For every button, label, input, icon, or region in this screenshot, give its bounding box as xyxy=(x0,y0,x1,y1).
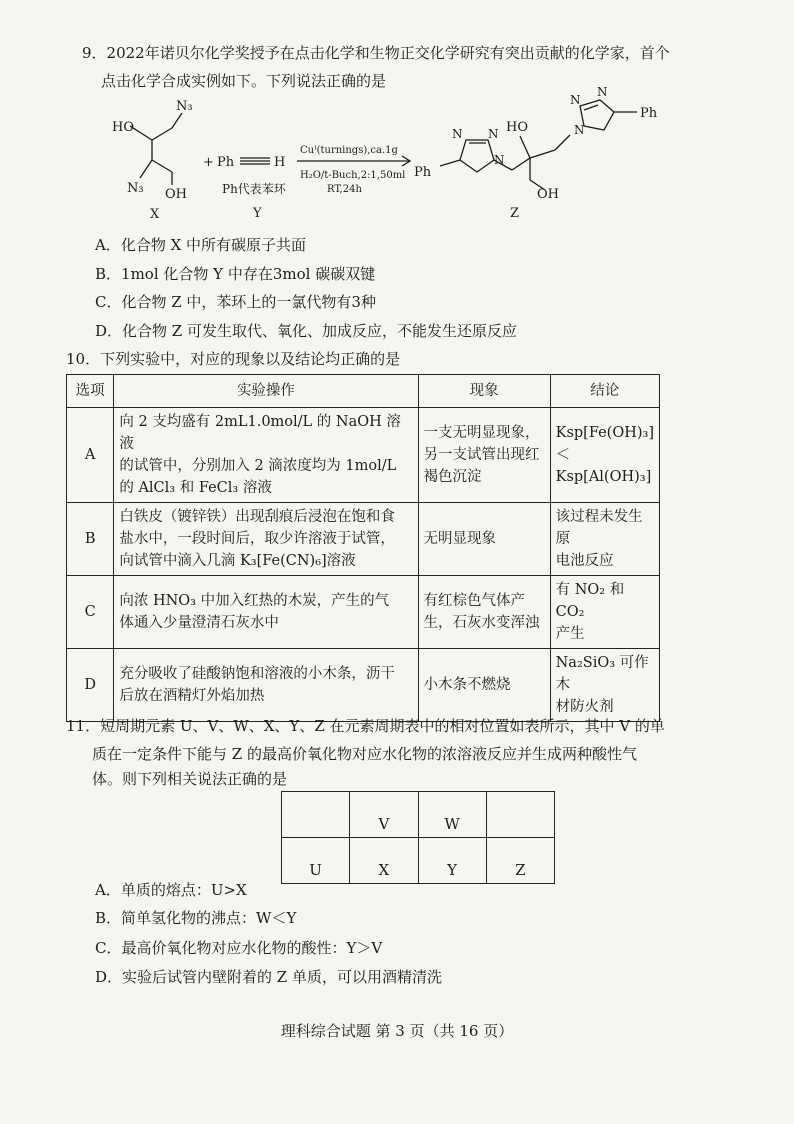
row-a-operation-line3: 的 AlCl₃ 和 FeCl₃ 溶液 xyxy=(119,480,272,496)
q11-option-d[interactable]: D．实验后试管内壁附着的 Z 单质，可以用酒精清洗 xyxy=(95,968,442,986)
row-c-phenomenon xyxy=(418,576,550,649)
row-c-phen-line2: 生，石灰水变浑浊 xyxy=(423,615,540,631)
row-a-operation-line1: 向 2 支均盛有 2mL1.0mol/L 的 NaOH 溶液 xyxy=(119,414,401,452)
row-c-operation-line1: 向浓 HNO₃ 中加入红热的木炭，产生的气 xyxy=(119,593,390,609)
q11-stem-line2: 质在一定条件下能与 Z 的最高价氧化物对应水化物的浓溶液反应并生成两种酸性气 xyxy=(92,745,637,763)
z-oh-label: OH xyxy=(537,187,559,202)
reaction-scheme-diagram xyxy=(0,0,794,230)
row-c-option: C xyxy=(67,576,114,649)
row-b-phenomenon xyxy=(418,503,550,576)
row-c-conc-line2: 产生 xyxy=(555,626,585,642)
row-b-operation-line2: 盐水中，一段时间后，取少许溶液于试管， xyxy=(119,531,395,547)
z-n-right-1: N xyxy=(570,93,581,107)
row-c-operation-line2: 体通入少量澄清石灰水中 xyxy=(119,615,279,631)
row-a-conc-line2: Ksp[Al(OH)₃] xyxy=(555,469,652,485)
row-a-option: A xyxy=(67,408,114,503)
q9-option-d[interactable]: D．化合物 Z 可发生取代、氧化、加成反应，不能发生还原反应 xyxy=(95,322,517,340)
z-ph-right-label: Ph xyxy=(640,106,658,121)
q10-stem: 10．下列实验中，对应的现象以及结论均正确的是 xyxy=(66,350,401,368)
grid-cell-w: W xyxy=(418,792,486,838)
q9-option-b[interactable]: B．1mol 化合物 Y 中存在3mol 碳碳双键 xyxy=(95,265,376,283)
row-c-conc-line1: 有 NO₂ 和 CO₂ xyxy=(555,582,625,620)
row-c-conclusion xyxy=(550,576,659,649)
table-row-b[interactable] xyxy=(67,503,660,576)
row-c-operation xyxy=(114,576,418,649)
grid-cell-v: V xyxy=(350,792,418,838)
z-n-left-3: N xyxy=(494,153,505,167)
table-row-a[interactable] xyxy=(67,408,660,503)
row-d-operation xyxy=(114,649,418,722)
row-b-conclusion xyxy=(550,503,659,576)
row-a-phenomenon xyxy=(418,408,550,503)
table-row-c[interactable] xyxy=(67,576,660,649)
grid-row-2 xyxy=(282,838,555,884)
q11-stem-line1: 11．短周期元素 U、V、W、X、Y、Z 在元素周期表中的相对位置如表所示，其中 V 的单 xyxy=(66,717,665,735)
x-n3-bottom-label: N₃ xyxy=(127,181,144,196)
ph-note: Ph代表苯环 xyxy=(222,182,286,196)
header-conclusion: 结论 xyxy=(550,375,659,408)
row-a-operation-line2: 的试管中，分别加入 2 滴浓度均为 1mol/L xyxy=(119,458,397,474)
row-b-conc-line2: 电池反应 xyxy=(555,553,614,569)
row-d-conc-line2: 材防火剂 xyxy=(555,699,614,715)
q9-stem-line2: 点击化学合成实例如下。下列说法正确的是 xyxy=(101,72,387,90)
row-d-option: D xyxy=(67,649,114,722)
row-b-operation xyxy=(114,503,418,576)
grid-cell-x: X xyxy=(350,838,418,884)
row-a-phen-line3: 褐色沉淀 xyxy=(423,469,482,485)
row-b-phen-line1: 无明显现象 xyxy=(423,531,497,547)
x-n3-top-label: N₃ xyxy=(176,99,193,114)
compound-z-label: Z xyxy=(510,206,520,221)
header-phenomenon: 现象 xyxy=(418,375,550,408)
grid-row-1 xyxy=(282,792,555,838)
z-n-left-1: N xyxy=(452,127,463,141)
q10-experiment-table xyxy=(66,374,660,722)
x-oh-label: OH xyxy=(165,187,187,202)
plus-sign: + xyxy=(203,155,214,170)
x-ho-label: HO xyxy=(112,120,134,135)
row-d-phenomenon xyxy=(418,649,550,722)
y-h-label: H xyxy=(274,155,286,170)
row-c-phen-line1: 有红棕色气体产 xyxy=(423,593,526,609)
row-a-conclusion xyxy=(550,408,659,503)
row-d-phen-line1: 小木条不燃烧 xyxy=(423,677,511,693)
condition-catalyst: Cuᴵ(turnings),ca.1g xyxy=(300,145,398,156)
row-a-conc-line1: Ksp[Fe(OH)₃]＜ xyxy=(555,425,654,463)
condition-solvent: H₂O/t-Buch,2:1,50ml xyxy=(300,170,406,181)
compound-x-label: X xyxy=(150,207,160,222)
q11-option-c[interactable]: C．最高价氧化物对应水化物的酸性：Y＞V xyxy=(95,939,383,957)
z-ho-label: HO xyxy=(506,120,528,135)
grid-cell xyxy=(282,792,350,838)
row-a-phen-line2: 另一支试管出现红 xyxy=(423,447,540,463)
grid-cell xyxy=(486,792,554,838)
q9-stem-line1: 9．2022年诺贝尔化学奖授予在点击化学和生物正交化学研究有突出贡献的化学家，首个 xyxy=(82,44,670,62)
grid-cell-z: Z xyxy=(486,838,554,884)
page-footer: 理科综合试题 第 3 页（共 16 页） xyxy=(280,1022,514,1040)
row-a-phen-line1: 一支无明显现象， xyxy=(423,425,540,441)
row-d-operation-line2: 后放在酒精灯外焰加热 xyxy=(119,688,265,704)
table-header-row xyxy=(67,375,660,408)
compound-y-label: Y xyxy=(253,206,262,221)
row-d-conclusion xyxy=(550,649,659,722)
q9-option-c[interactable]: C．化合物 Z 中，苯环上的一氯代物有3种 xyxy=(95,293,376,311)
periodic-table-fragment xyxy=(281,791,555,884)
z-n-right-3: N xyxy=(574,123,585,137)
row-d-conc-line1: Na₂SiO₃ 可作木 xyxy=(555,655,649,693)
q11-option-b[interactable]: B．简单氢化物的沸点：W＜Y xyxy=(95,909,297,927)
z-ph-left-label: Ph xyxy=(414,165,432,180)
q9-option-a[interactable]: A．化合物 X 中所有碳原子共面 xyxy=(95,236,307,254)
grid-cell-y: Y xyxy=(418,838,486,884)
header-option: 选项 xyxy=(67,375,114,408)
row-b-option: B xyxy=(67,503,114,576)
z-n-left-2: N xyxy=(488,127,499,141)
q11-option-a[interactable]: A．单质的熔点：U>X xyxy=(95,881,247,899)
row-b-conc-line1: 该过程未发生原 xyxy=(555,509,643,547)
row-b-operation-line1: 白铁皮（镀锌铁）出现刮痕后浸泡在饱和食 xyxy=(119,509,395,525)
table-row-d[interactable] xyxy=(67,649,660,722)
q11-stem-line3: 体。则下列相关说法正确的是 xyxy=(92,770,288,788)
row-b-operation-line3: 向试管中滴入几滴 K₃[Fe(CN)₆]溶液 xyxy=(119,553,356,569)
row-a-operation xyxy=(114,408,418,503)
grid-cell-u: U xyxy=(282,838,350,884)
header-operation: 实验操作 xyxy=(114,375,418,408)
condition-time: RT,24h xyxy=(327,184,362,195)
z-n-right-2: N xyxy=(597,85,608,99)
row-d-operation-line1: 充分吸收了硅酸钠饱和溶液的小木条，沥干 xyxy=(119,666,395,682)
y-ph-label: Ph xyxy=(217,155,235,170)
